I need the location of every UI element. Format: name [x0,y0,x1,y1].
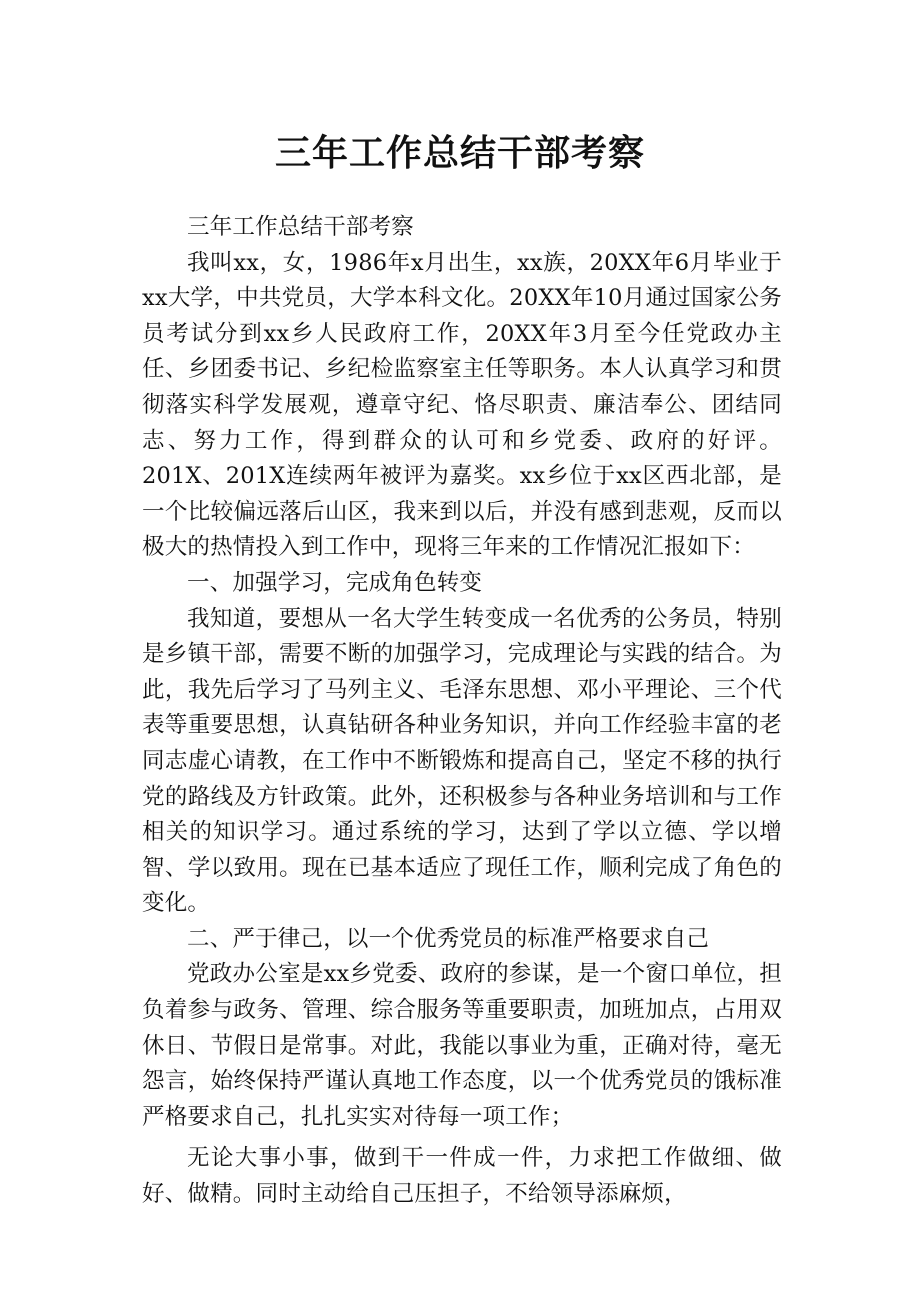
document-title: 三年工作总结干部考察 [274,132,645,174]
section-heading-1: 一、加强学习，完成角色转变 [187,569,483,596]
paragraph-office: 党政办公室是xx乡党委、政府的参谋，是一个窗口单位，担负着参与政务、管理、综合服务等重要职责，加班加点，占用双休日、节假日是常事。对此，我能以事业为重，正确对待，毫无怨言，始终保持严谨认真地工作态度，以一个优秀党员的饿标准严格要求自己，扎扎实实对待每一项工作； [142,961,782,1130]
document-body [142,210,782,1213]
paragraph-intro: 我叫xx，女，1986年x月出生，xx族，20XX年6月毕业于xx大学，中共党员，大学本科文化。20XX年10月通过国家公务员考试分到xx乡人民政府工作，20XX年3月至今任党政办主任、乡团委书记、乡纪检监察室主任等职务。本人认真学习和贯彻落实科学发展观，遵章守纪、恪尽职责、廉洁奉公、团结同志、努力工作，得到群众的认可和乡党委、政府的好评。201X、201X连续两年被评为嘉奖。xx乡位于xx区西北部，是一个比较偏远落后山区，我来到以后，并没有感到悲观，反而以极大的热情投入到工作中，现将三年来的工作情况汇报如下： [142,249,782,561]
paragraph-study: 我知道，要想从一名大学生转变成一名优秀的公务员，特别是乡镇干部，需要不断的加强学习，完成理论与实践的结合。为此，我先后学习了马列主义、毛泽东思想、邓小平理论、三个代表等重要思想，认真钻研各种业务知识，并向工作经验丰富的老同志虚心请教，在工作中不断锻炼和提高自己，坚定不移的执行党的路线及方针政策。此外，还积极参与各种业务培训和与工作相关的知识学习。通过系统的学习，达到了学以立德、学以增智、学以致用。现在已基本适应了现任工作，顺利完成了角色的变化。 [142,605,782,917]
section-heading-2: 二、严于律己，以一个优秀党员的标准严格要求自己 [187,925,710,952]
paragraph-subtitle: 三年工作总结干部考察 [187,214,415,240]
paragraph-work: 无论大事小事，做到干一件成一件，力求把工作做细、做好、做精。同时主动给自己压担子，不给领导添麻烦， [142,1145,782,1208]
